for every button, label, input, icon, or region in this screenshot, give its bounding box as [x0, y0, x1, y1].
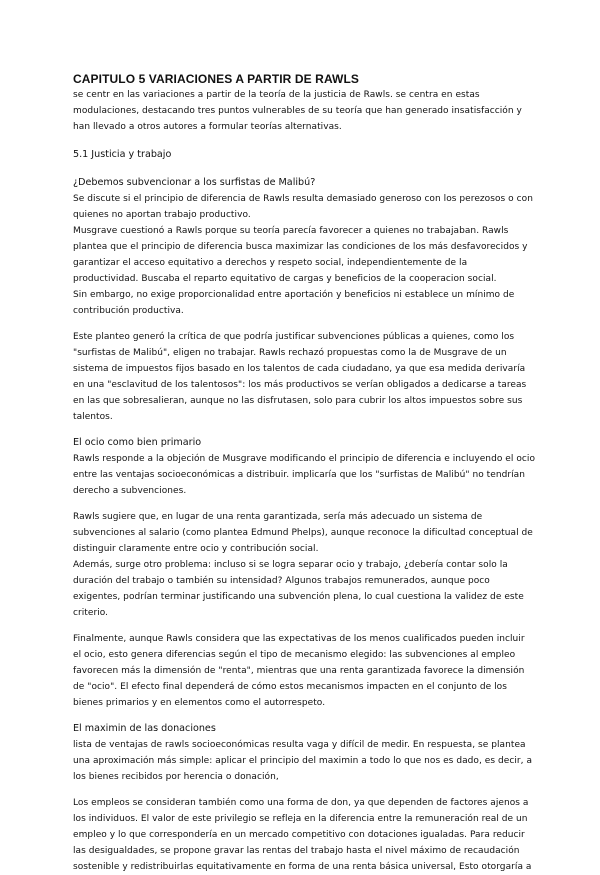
paragraph-6: Rawls sugiere que, en lugar de una renta garantizada, sería más adecuado un sistema de subvenciones al salario (como plantea Edmund Phelps), aunque reconoce la dificultad conceptual de distinguir claramente entre ocio y contribución social. — [73, 512, 533, 554]
paragraph-8: Finalmente, aunque Rawls considera que las expectativas de los menos cualificados pueden incluir el ocio, esto genera diferencias según el tipo de mecanismo elegido: las subvenciones al empleo favorecen más la dimensión de "renta", mientras que una renta garantizada favorece la dimensión de "ocio". El efecto final dependerá de cómo estos mecanismos impacten en el conjunto de los bienes primarios y en elementos como el autorrespeto. — [73, 634, 525, 708]
paragraph-7: Además, surge otro problema: incluso si se logra separar ocio y trabajo, ¿debería contar solo la duración del trabajo o también su intensidad? Algunos trabajos remunerados, aunque poco exigentes, podrían terminar justificando una subvención plena, lo cual cuestiona la validez de este criterio. — [73, 560, 524, 618]
paragraph-4: Este planteo generó la crítica de que podría justificar subvenciones públicas a quienes, como los "surfistas de Malibú", eligen no trabajar. Rawls rechazó propuestas como la de Musgrave de un sistema de impuestos fijos basado en los talentos de cada ciudadano, ya que esa medida derivaría en una "esclavitud de los talentosos": los más productivos se verían obligados a dedicarse a tareas en las que sobresalieran, aunque no las disfrutasen, solo para cubrir los altos impuestos sobre sus talentos. — [73, 332, 527, 422]
paragraph-1: Se discute si el principio de diferencia de Rawls resulta demasiado generoso con los perezosos o con quienes no aportan trabajo productivo. — [73, 194, 533, 220]
intro-paragraph: se centr en las variaciones a partir de la teoría de la justicia de Rawls. se centra en estas modulaciones, destacando tres puntos vulnerables de su teoría que han generado insatisfacción y han llevado a otros autores a formular teorías alternativas. — [73, 90, 522, 132]
paragraph-3: Sin embargo, no exige proporcionalidad entre aportación y beneficios ni establece un mínimo de contribución productiva. — [73, 290, 515, 316]
document-body — [73, 72, 535, 875]
paragraph-5: Rawls responde a la objeción de Musgrave modificando el principio de diferencia e incluyendo el ocio entre las ventajas socioeconómicas a distribuir. implicaría que los "surfistas de Malibú" no tendrían derecho a subvenciones. — [73, 454, 536, 496]
paragraph-9: lista de ventajas de rawls socioeconómicas resulta vaga y difícil de medir. En respuesta, se plantea una aproximación más simple: aplicar el principio del maximin a todo lo que nos es dado, es decir, a los bienes recibidos por herencia o donación, — [73, 740, 533, 782]
subheading-ocio: El ocio como bien primario — [73, 437, 202, 448]
section-heading-5-1: 5.1 Justicia y trabajo — [73, 149, 172, 160]
paragraph-10: Los empleos se consideran también como una forma de don, ya que dependen de factores ajenos a los individuos. El valor de este privilegio se refleja en la diferencia entre la remuneración real de un empleo y lo que correspondería en un mercado competitivo con dotaciones igualadas. Para reducir las desigualdades, se propone gravar las rentas del trabajo hasta el nivel máximo de recaudación sostenible y redistribuirlas equitativamente en forma de una renta básica universal, Esto otorgaría a — [73, 798, 532, 872]
chapter-title: CAPITULO 5 VARIACIONES A PARTIR DE RAWLS — [73, 72, 360, 86]
paragraph-2: Musgrave cuestionó a Rawls porque su teoría parecía favorecer a quienes no trabajaban. Rawls plantea que el principio de diferencia busca maximizar las condiciones de los más desfavorecidos y garantizar el acceso equitativo a derechos y respeto social, independientemente de la productividad. Buscaba el reparto equitativo de cargas y beneficios de la cooperacion social. — [73, 226, 528, 284]
subheading-surfistas: ¿Debemos subvencionar a los surfistas de Malibú? — [73, 177, 316, 188]
subheading-maximin: El maximin de las donaciones — [73, 723, 216, 734]
